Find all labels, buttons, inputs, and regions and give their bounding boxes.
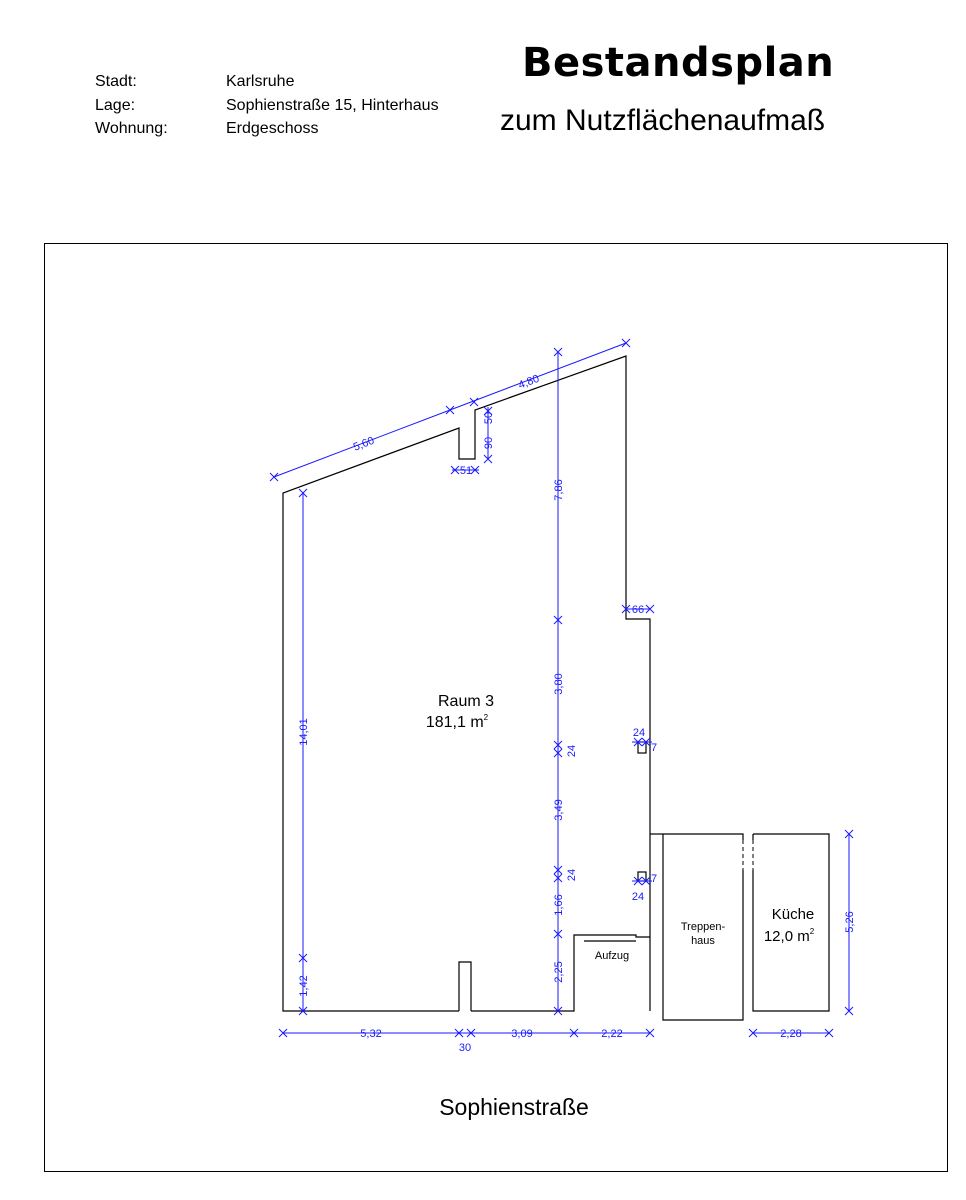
info-label: Lage: — [95, 96, 136, 114]
dim-label-7-upper: 7 — [650, 742, 658, 754]
dim-label-480: 4,80 — [516, 372, 542, 392]
raum3-name: Raum 3 — [437, 693, 495, 710]
dim-label-786: 7,86 — [553, 479, 565, 501]
dim-label-228: 2,28 — [780, 1028, 802, 1040]
street-label: Sophienstraße — [439, 1094, 589, 1120]
kueche-area: 12,0 $m^2$ — [763, 927, 815, 945]
pillar-bottom — [459, 962, 471, 1011]
dim-label-66: 66 — [631, 604, 645, 616]
dim-label-380: 3,80 — [553, 673, 565, 695]
dim-label-7-lower: 7 — [650, 873, 658, 885]
dim-label-24-lower: 24 — [566, 868, 578, 882]
kueche-name: Küche — [771, 906, 815, 923]
dim-ticks — [270, 339, 630, 481]
dim-label-1401: 14,01 — [298, 718, 310, 746]
dim-label-166: 1,66 — [553, 894, 565, 916]
dim-label-24-col-upper: 24 — [632, 727, 646, 739]
dim-label-222: 2,22 — [601, 1028, 623, 1040]
dim-label-560: 5,60 — [351, 434, 377, 454]
openings — [650, 838, 753, 870]
aufzug-label: Aufzug — [594, 950, 630, 962]
info-value: Erdgeschoss — [226, 120, 319, 137]
info-value: Karlsruhe — [226, 73, 295, 90]
page-subtitle: zum Nutzflächenaufmaß — [500, 104, 826, 137]
info-label: Stadt: — [95, 73, 137, 90]
dim-label-142: 1,42 — [298, 975, 310, 997]
dim-label-24-col-lower: 24 — [631, 891, 645, 903]
dim-label-349: 3,49 — [553, 799, 565, 821]
dimensions — [270, 339, 856, 1054]
treppenhaus-label-1: Treppen- — [680, 921, 726, 933]
raum3-area: 181,1 $m^2$ — [425, 713, 489, 731]
page-title: Bestandsplan — [522, 40, 835, 86]
dim-label-90: 90 — [483, 436, 495, 450]
dim-label-50: 50 — [483, 411, 495, 425]
treppenhaus-label-2: haus — [691, 935, 715, 947]
dim-label-526: 5,26 — [844, 911, 856, 933]
dim-label-309: 3,09 — [511, 1028, 533, 1040]
dim-label-225: 2,25 — [553, 961, 565, 983]
info-label: Wohnung: — [95, 120, 168, 137]
dim-label-24-upper: 24 — [566, 744, 578, 758]
dim-label-51: 51 — [459, 465, 473, 477]
plan-frame — [45, 244, 948, 1172]
dim-label-532: 5,32 — [360, 1028, 382, 1040]
raum3-outline — [283, 356, 650, 1011]
dim-label-30: 30 — [458, 1042, 472, 1054]
info-value: Sophienstraße 15, Hinterhaus — [226, 96, 439, 114]
